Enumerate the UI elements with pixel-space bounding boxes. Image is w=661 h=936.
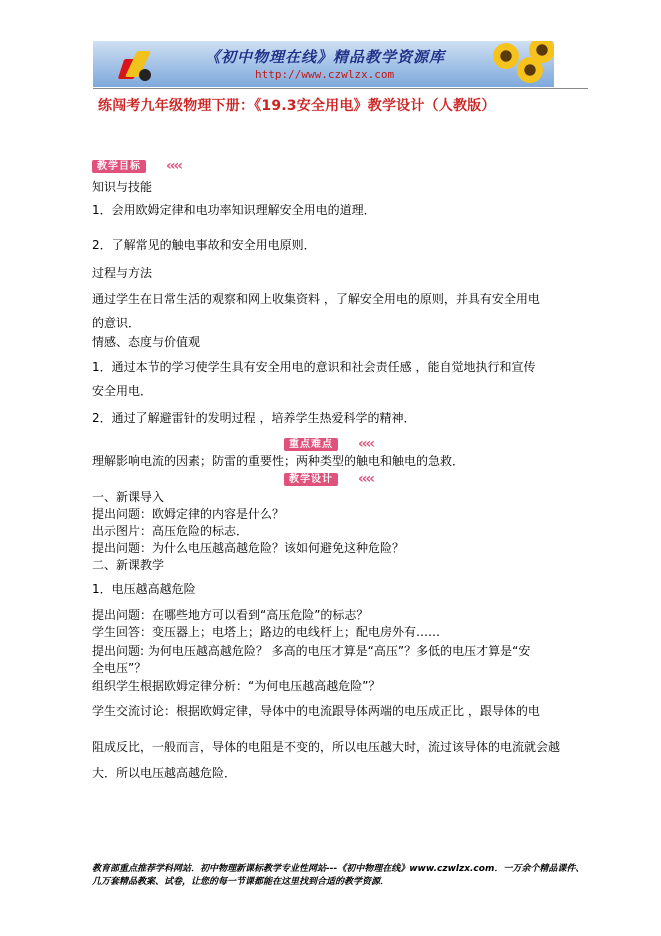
- text-line: 出示图片：高压危险的标志．: [92, 524, 249, 538]
- site-logo: [119, 47, 153, 83]
- text-line: 过程与方法: [92, 266, 153, 280]
- text-line: 通过学生在日常生活的观察和网上收集资料 ，了解安全用电的原则，并具有安全用电: [92, 292, 540, 306]
- text-line: 2．通过了解避雷针的发明过程 ，培养学生热爱科学的精神．: [92, 411, 416, 425]
- text-line: 学生回答：变压器上；电塔上；路边的电线杆上；配电房外有……: [92, 625, 441, 639]
- text-line: 组织学生根据欧姆定律分析：“为何电压越高越危险”？: [92, 679, 381, 693]
- header-banner: [93, 41, 554, 87]
- text-line: 情感、态度与价值观: [92, 335, 201, 349]
- text-line: 的意识．: [92, 316, 141, 330]
- text-line: 全电压”？: [92, 661, 147, 675]
- text-line: 1．会用欧姆定律和电功率知识理解安全用电的道理．: [92, 203, 376, 217]
- banner-url: http://www.czwlzx.com: [255, 68, 395, 81]
- text-line: 提出问题：欧姆定律的内容是什么？: [92, 507, 285, 521]
- chevron-left-icon: ‹‹‹‹: [358, 436, 374, 452]
- text-line: 提出问题: 为何电压越高越危险？ 多高的电压才算是“高压”？多低的电压才算是“安: [92, 644, 531, 658]
- text-line: 学生交流讨论：根据欧姆定律，导体中的电流跟导体两端的电压成正比 ，跟导体的电: [92, 704, 540, 718]
- text-line: 阻成反比，一般而言，导体的电阻是不变的，所以电压越大时，流过该导体的电流就会越: [92, 740, 561, 754]
- footer-line: 教育部重点推荐学科网站．初中物理新课标教学专业性网站---《初中物理在线》www.czwlzx.com．一万余个精品课件、: [92, 864, 585, 874]
- text-line: 理解影响电流的因素；防雷的重要性；两种类型的触电和触电的急救．: [92, 454, 465, 468]
- document-title: 练闯考九年级物理下册：《19.3安全用电》教学设计（人教版）: [98, 98, 496, 114]
- text-line: 提出问题：在哪些地方可以看到“高压危险”的标志？: [92, 608, 369, 622]
- sunflower-icon: [529, 41, 554, 63]
- section-badge-goal: 教学目标: [92, 160, 146, 173]
- text-line: 二、新课教学: [92, 558, 165, 572]
- text-line: 1．电压越高越危险: [92, 582, 196, 596]
- text-line: 提出问题：为什么电压越高越危险？该如何避免这种危险？: [92, 541, 405, 555]
- text-line: 安全用电．: [92, 384, 153, 398]
- text-line: 1．通过本节的学习使学生具有安全用电的意识和社会责任感 ，能自觉地执行和宣传: [92, 360, 536, 374]
- text-line: 大．所以电压越高越危险．: [92, 766, 237, 780]
- text-line: 2．了解常见的触电事故和安全用电原则．: [92, 238, 316, 252]
- text-line: 一、新课导入: [92, 490, 165, 504]
- banner-title: 《初中物理在线》精品教学资源库: [205, 48, 446, 66]
- section-badge-design: 教学设计: [284, 473, 338, 486]
- sunflower-icon: [493, 43, 519, 69]
- header-divider: [93, 88, 588, 89]
- text-line: 知识与技能: [92, 180, 153, 194]
- chevron-left-icon: ‹‹‹‹: [358, 471, 374, 487]
- chevron-left-icon: ‹‹‹‹: [166, 158, 182, 174]
- footer-line: 几万套精品教案、试卷，让您的每一节课都能在这里找到合适的教学资源．: [92, 877, 390, 887]
- section-badge-key: 重点难点: [284, 438, 338, 451]
